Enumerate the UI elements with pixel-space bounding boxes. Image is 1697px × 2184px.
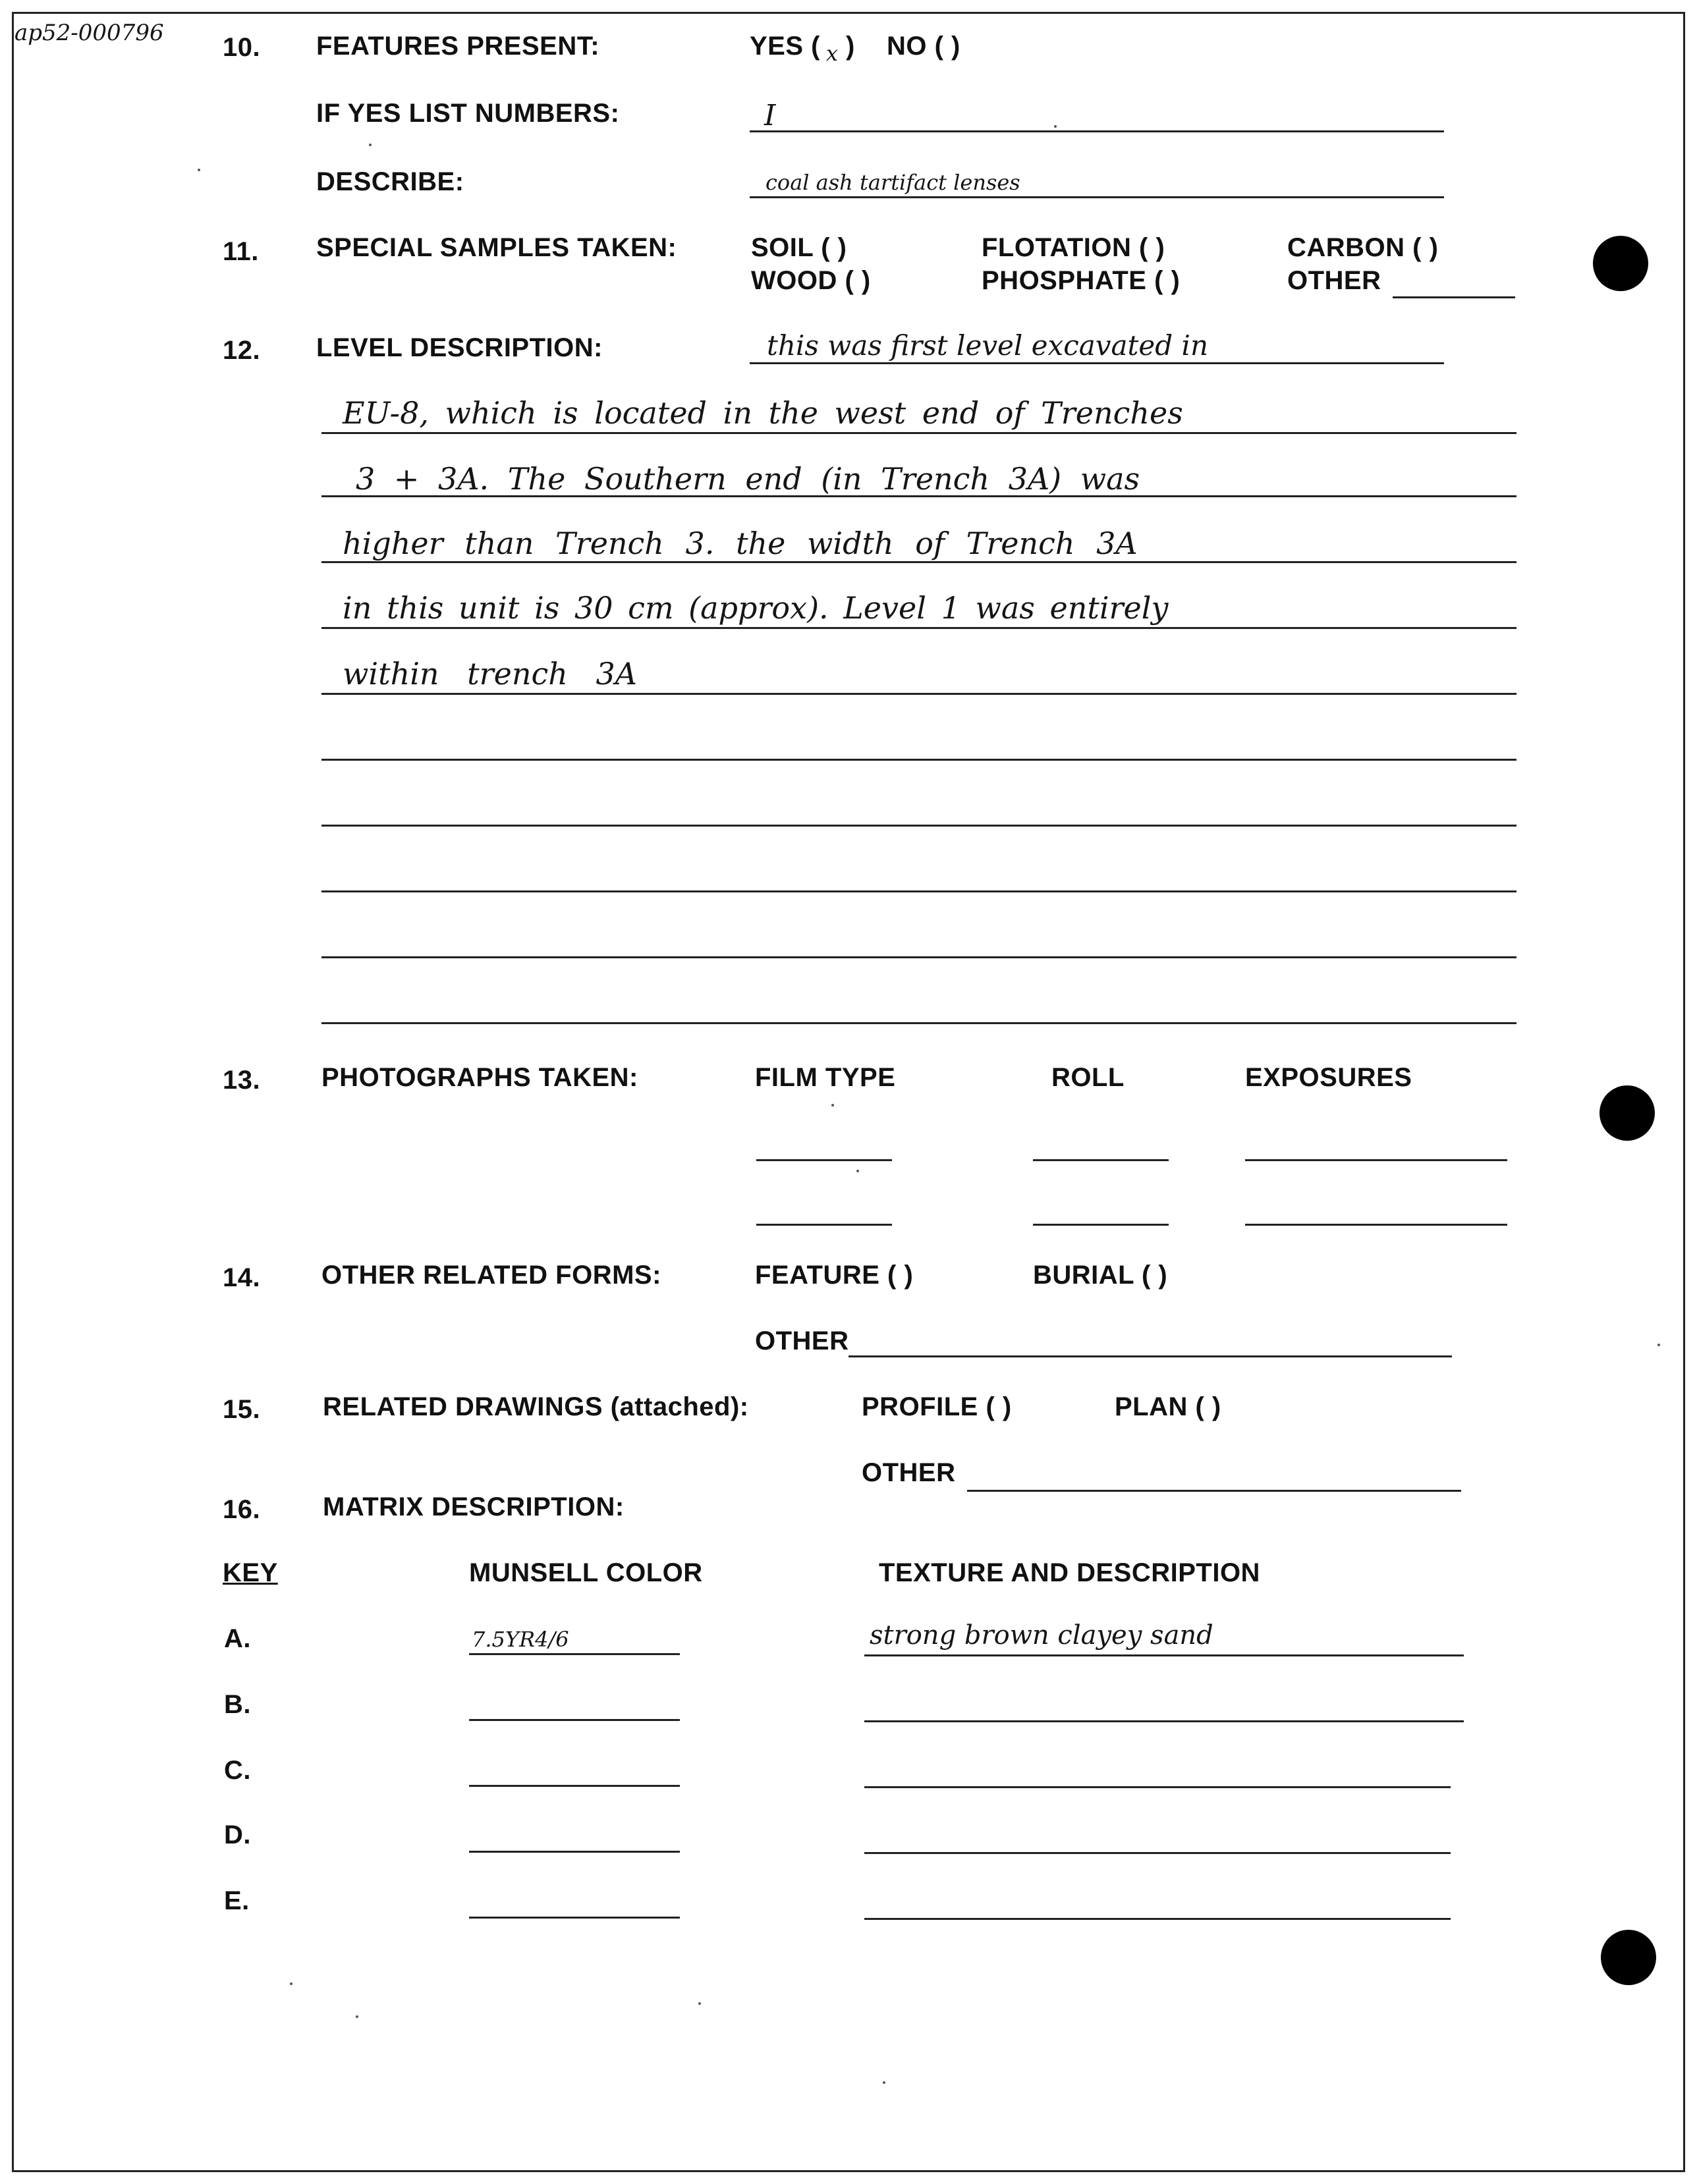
- level-description-rule-1: [750, 362, 1444, 364]
- describe-line: [750, 196, 1444, 198]
- feature-form-checkbox-label: FEATURE ( ): [755, 1261, 914, 1290]
- matrix-row-a-munsell: 7.5YR4/6: [472, 1627, 569, 1652]
- level-description-rule-9: [321, 890, 1516, 892]
- level-description-rule-3: [321, 495, 1516, 497]
- key-column-header: KEY: [223, 1558, 278, 1587]
- scan-speck: [698, 2002, 701, 2005]
- film-type-header: FILM TYPE: [755, 1063, 896, 1092]
- level-description-line-4: higher than Trench 3. the width of Trench 3A: [343, 526, 1138, 561]
- matrix-row-e-key: E.: [224, 1886, 250, 1915]
- other-sample-label: OTHER: [1287, 266, 1381, 295]
- level-description-line-5: in this unit is 30 cm (approx). Level 1 was entirely: [343, 590, 1169, 626]
- section-16-label: MATRIX DESCRIPTION:: [323, 1492, 625, 1521]
- level-description-rule-10: [321, 956, 1516, 958]
- matrix-row-a-texture-line: [864, 1654, 1464, 1656]
- other-form-line: [848, 1355, 1452, 1357]
- matrix-row-b-key: B.: [224, 1690, 251, 1719]
- carbon-checkbox-label: CARBON ( ): [1287, 233, 1439, 262]
- level-description-rule-7: [321, 759, 1516, 761]
- matrix-row-d-texture-line: [864, 1852, 1451, 1854]
- roll-header: ROLL: [1051, 1063, 1125, 1092]
- section-12-number: 12.: [223, 336, 261, 365]
- describe-value: coal ash tartifact lenses: [765, 170, 1020, 195]
- level-description-rule-8: [321, 825, 1516, 827]
- binder-hole-top: [1593, 236, 1648, 291]
- section-16-number: 16.: [223, 1495, 261, 1524]
- matrix-row-d-key: D.: [224, 1820, 251, 1849]
- scan-speck: [369, 144, 372, 146]
- matrix-row-a-texture: strong brown clayey sand: [870, 1620, 1213, 1651]
- binder-hole-bottom: [1601, 1930, 1656, 1985]
- film-type-line-2: [756, 1224, 892, 1226]
- texture-description-column-header: TEXTURE AND DESCRIPTION: [879, 1558, 1260, 1587]
- section-10-number: 10.: [223, 33, 261, 62]
- matrix-row-b-munsell-line: [469, 1719, 680, 1721]
- level-description-line-3: 3 + 3A. The Southern end (in Trench 3A) was: [356, 461, 1140, 497]
- scan-speck: [290, 1982, 292, 1985]
- scan-speck: [883, 2081, 885, 2084]
- matrix-row-d-munsell-line: [469, 1851, 680, 1853]
- section-14-label: OTHER RELATED FORMS:: [321, 1261, 661, 1290]
- section-14-number: 14.: [223, 1263, 261, 1292]
- matrix-row-c-munsell-line: [469, 1785, 680, 1787]
- profile-drawing-checkbox-label: PROFILE ( ): [862, 1392, 1012, 1421]
- scan-speck: [198, 169, 200, 171]
- list-numbers-line: [750, 130, 1444, 132]
- phosphate-checkbox-label: PHOSPHATE ( ): [982, 266, 1181, 295]
- other-drawing-label: OTHER: [862, 1458, 956, 1487]
- matrix-row-c-key: C.: [224, 1756, 251, 1785]
- roll-line-2: [1033, 1224, 1169, 1226]
- level-description-rule-6: [321, 693, 1516, 695]
- scan-speck: [1054, 125, 1057, 128]
- section-15-label: RELATED DRAWINGS (attached):: [323, 1392, 749, 1421]
- scan-speck: [1657, 1344, 1660, 1346]
- exposures-line-1: [1245, 1159, 1507, 1161]
- level-description-rule-4: [321, 561, 1516, 563]
- film-type-line-1: [756, 1159, 892, 1161]
- other-sample-line: [1393, 296, 1515, 298]
- matrix-row-e-texture-line: [864, 1918, 1451, 1920]
- section-11-label: SPECIAL SAMPLES TAKEN:: [316, 233, 677, 262]
- list-numbers-label: IF YES LIST NUMBERS:: [316, 99, 620, 128]
- section-13-number: 13.: [223, 1066, 261, 1095]
- matrix-row-e-munsell-line: [469, 1917, 680, 1919]
- matrix-row-a-key: A.: [224, 1624, 251, 1653]
- exposures-line-2: [1245, 1224, 1507, 1226]
- level-description-rule-2: [321, 432, 1516, 434]
- level-description-rule-11: [321, 1022, 1516, 1024]
- section-11-number: 11.: [223, 237, 259, 266]
- flotation-checkbox-label: FLOTATION ( ): [982, 233, 1165, 262]
- munsell-color-column-header: MUNSELL COLOR: [469, 1558, 703, 1587]
- section-13-label: PHOTOGRAPHS TAKEN:: [321, 1063, 638, 1092]
- list-numbers-value: I: [764, 99, 776, 132]
- soil-checkbox-label: SOIL ( ): [751, 233, 847, 262]
- section-15-number: 15.: [223, 1395, 261, 1424]
- other-form-label: OTHER: [755, 1326, 849, 1355]
- scan-speck: [856, 1170, 859, 1172]
- matrix-row-a-munsell-line: [469, 1653, 680, 1655]
- describe-label: DESCRIBE:: [316, 167, 464, 196]
- exposures-header: EXPOSURES: [1245, 1063, 1412, 1092]
- level-description-rule-5: [321, 627, 1516, 629]
- matrix-row-c-texture-line: [864, 1786, 1451, 1788]
- scan-speck: [831, 1104, 834, 1106]
- level-description-line-1: this was first level excavated in: [767, 329, 1209, 362]
- plan-drawing-checkbox-label: PLAN ( ): [1115, 1392, 1221, 1421]
- section-10-label: FEATURES PRESENT:: [316, 32, 600, 61]
- section-12-label: LEVEL DESCRIPTION:: [316, 333, 603, 362]
- features-yes-close: ): [846, 32, 855, 61]
- burial-form-checkbox-label: BURIAL ( ): [1033, 1261, 1168, 1290]
- features-yes-checkmark: x: [826, 41, 839, 66]
- wood-checkbox-label: WOOD ( ): [751, 266, 871, 295]
- roll-line-1: [1033, 1159, 1169, 1161]
- matrix-row-b-texture-line: [864, 1720, 1464, 1722]
- other-drawing-line: [967, 1490, 1461, 1492]
- level-description-line-6: within trench 3A: [343, 656, 637, 692]
- scan-speck: [356, 2015, 358, 2018]
- document-id: ap52-000796: [14, 20, 164, 46]
- features-no-label: NO ( ): [887, 32, 960, 61]
- binder-hole-middle: [1600, 1085, 1655, 1141]
- features-yes-label: YES (: [750, 32, 820, 61]
- level-description-line-2: EU-8, which is located in the west end of Trenches: [343, 395, 1183, 431]
